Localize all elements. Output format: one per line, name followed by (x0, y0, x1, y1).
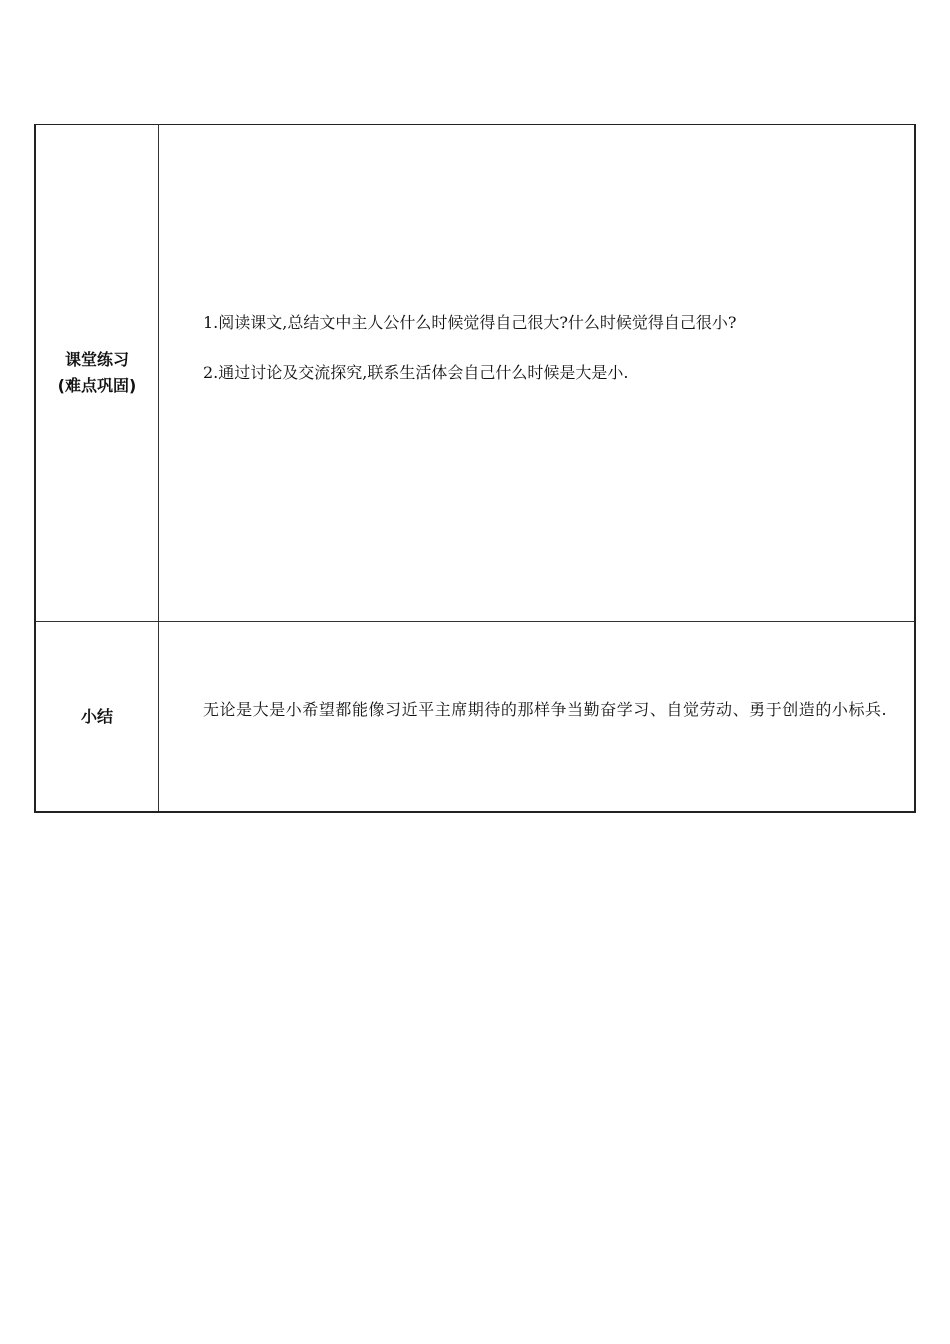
summary-label: 小结 (80, 706, 113, 726)
summary-label-cell (35, 622, 159, 813)
summary-text: 无论是大是小希望都能像习近平主席期待的那样争当勤奋学习、自觉劳动、勇于创造的小标兵. (203, 700, 888, 719)
practice-content-cell (159, 125, 916, 622)
practice-list (159, 310, 914, 436)
summary-row (35, 622, 915, 813)
practice-row (35, 125, 915, 622)
practice-item-1: 1.阅读课文,总结文中主人公什么时候觉得自己很大?什么时候觉得自己很小? (203, 313, 737, 332)
practice-label-cell (35, 125, 159, 622)
summary-content-cell (159, 622, 916, 813)
practice-sublabel: (难点巩固) (57, 376, 137, 395)
practice-label: 课堂练习 (64, 350, 129, 369)
lesson-plan-table (34, 124, 916, 813)
practice-item-2: 2.通过讨论及交流探究,联系生活体会自己什么时候是大是小. (203, 363, 629, 382)
